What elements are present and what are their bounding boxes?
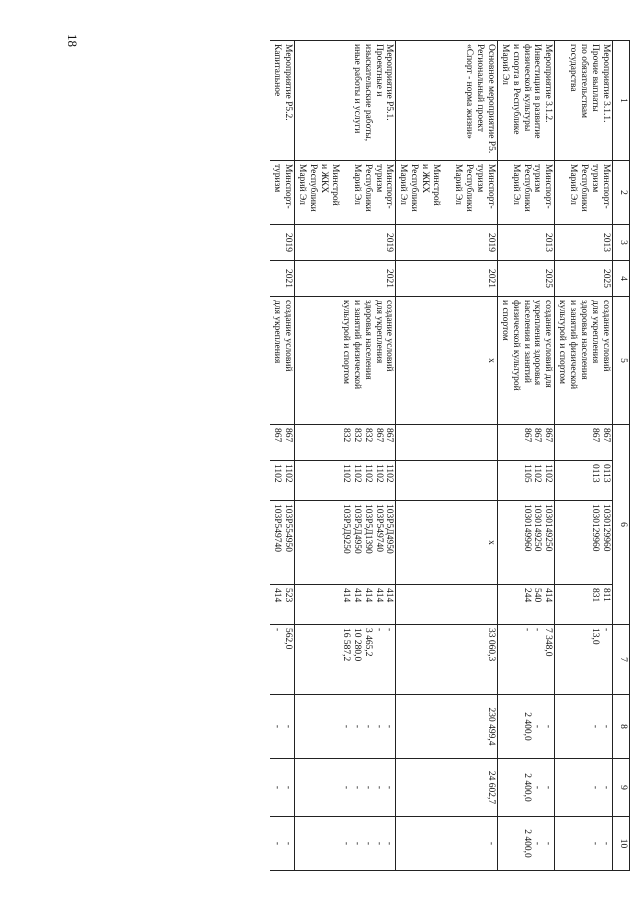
- executor-cell: Минспорт- туризм Республики Марий Эл Минстрой и ЖКХ Республики Марий Эл: [396, 161, 497, 225]
- column-header: 3: [613, 225, 630, 261]
- section-code-cell: 1102 1102 1102 1102 1102: [295, 461, 396, 501]
- end-year-cell: 2021: [295, 261, 396, 297]
- column-header: 8: [613, 695, 630, 759]
- activity-name-cell: Мероприятие P5.1. Проектные и изыскательские работы, иные работы и услуги: [295, 41, 396, 161]
- column-header: 6: [613, 425, 630, 625]
- executor-cell: Минспорт- туризм Республики Марий Эл: [555, 161, 613, 225]
- column-header: 7: [613, 625, 630, 695]
- target-item-code-cell: 103P554950 103P549740: [270, 501, 294, 585]
- value-cell: 7 348,0 - -: [497, 625, 555, 695]
- column-header: 1: [613, 41, 630, 161]
- value-cell: - - 2 400,0: [497, 695, 555, 759]
- end-year-cell: 2025: [555, 261, 613, 297]
- value-cell: - -: [555, 817, 613, 871]
- value-cell: - -: [270, 759, 294, 817]
- result-cell: создание условий для укрепления здоровья населения и занятий физической культурой и спортом: [497, 297, 555, 425]
- result-cell: создание условий для укрепления: [270, 297, 294, 425]
- section-code-cell: 0113 0113: [555, 461, 613, 501]
- column-header: 2: [613, 161, 630, 225]
- executor-cell: Минспорт- туризм: [270, 161, 294, 225]
- expense-type-code-cell: 811 831: [555, 585, 613, 625]
- table-row: [270, 41, 294, 871]
- column-header: 5: [613, 297, 630, 425]
- value-cell: 230 499,4: [396, 695, 497, 759]
- value-cell: 562,0 -: [270, 625, 294, 695]
- value-cell: 24 602,7: [396, 759, 497, 817]
- grbs-code-cell: 867 867 832 832 832: [295, 425, 396, 461]
- end-year-cell: 2025: [497, 261, 555, 297]
- executor-cell: Минспорт- туризм Республики Марий Эл Минстрой и ЖКХ Республики Марий Эл: [295, 161, 396, 225]
- value-cell: - - - - -: [295, 817, 396, 871]
- table-row: [396, 41, 497, 871]
- expense-type-code-cell: 523 414: [270, 585, 294, 625]
- table-row: [295, 41, 396, 871]
- start-year-cell: 2013: [497, 225, 555, 261]
- executor-cell: Минспорт- туризм Республики Марий Эл: [497, 161, 555, 225]
- target-item-code-cell: x: [396, 501, 497, 585]
- table-row: [497, 41, 555, 871]
- end-year-cell: 2021: [270, 261, 294, 297]
- value-cell: - - 2 400,0: [497, 817, 555, 871]
- start-year-cell: 2019: [396, 225, 497, 261]
- rotated-page-content: [110, 40, 630, 870]
- target-item-code-cell: 103P5Д4950 103P549740 103P5Д1390 103P5Д4950 103P5Д9250: [295, 501, 396, 585]
- value-cell: - - - - -: [295, 695, 396, 759]
- value-cell: - -: [270, 817, 294, 871]
- activity-name-cell: Мероприятие P5.2. Капитальное: [270, 41, 294, 161]
- table-row: [555, 41, 613, 871]
- value-cell: - - 3 465,2 10 280,0 16 587,2: [295, 625, 396, 695]
- value-cell: - - 2 400,0: [497, 759, 555, 817]
- table-header: [613, 41, 630, 871]
- value-cell: 33 060,3: [396, 625, 497, 695]
- value-cell: - 13,0: [555, 625, 613, 695]
- value-cell: - -: [555, 695, 613, 759]
- expense-type-code-cell: [396, 585, 497, 625]
- target-item-code-cell: 1030129960 1030129960: [555, 501, 613, 585]
- start-year-cell: 2013: [555, 225, 613, 261]
- activity-name-cell: Мероприятие 3.1.2. Инвестиции в развитие физической культуры и спорта в Республике Марий Эл: [497, 41, 555, 161]
- grbs-code-cell: 867 867: [270, 425, 294, 461]
- grbs-code-cell: 867 867 867: [497, 425, 555, 461]
- section-code-cell: 1102 1102: [270, 461, 294, 501]
- start-year-cell: 2019: [270, 225, 294, 261]
- section-code-cell: 1102 1102 1105: [497, 461, 555, 501]
- result-cell: создание условий для укрепления здоровья населения и занятий физической культурой и спортом: [295, 297, 396, 425]
- section-code-cell: [396, 461, 497, 501]
- program-activities-table: [270, 40, 630, 871]
- value-cell: - -: [555, 759, 613, 817]
- page-number: 18: [65, 34, 80, 47]
- expense-type-code-cell: 414 540 244: [497, 585, 555, 625]
- expense-type-code-cell: 414 414 414 414 414: [295, 585, 396, 625]
- grbs-code-cell: 867 867: [555, 425, 613, 461]
- value-cell: - -: [270, 695, 294, 759]
- column-header: 10: [613, 817, 630, 871]
- column-header: 9: [613, 759, 630, 817]
- value-cell: -: [396, 817, 497, 871]
- activity-name-cell: Мероприятие 3.1.1. Прочие выплаты по обязательствам государства: [555, 41, 613, 161]
- value-cell: - - - - -: [295, 759, 396, 817]
- start-year-cell: 2019: [295, 225, 396, 261]
- target-item-code-cell: 1030149250 1030149250 1030149960: [497, 501, 555, 585]
- column-header: 4: [613, 261, 630, 297]
- end-year-cell: 2021: [396, 261, 497, 297]
- result-cell: создание условий для укрепления здоровья населения и занятий физической культурой и спортом: [555, 297, 613, 425]
- result-cell: x: [396, 297, 497, 425]
- activity-name-cell: Основное мероприятие P5. Региональный проект «Спорт - норма жизни»: [396, 41, 497, 161]
- grbs-code-cell: [396, 425, 497, 461]
